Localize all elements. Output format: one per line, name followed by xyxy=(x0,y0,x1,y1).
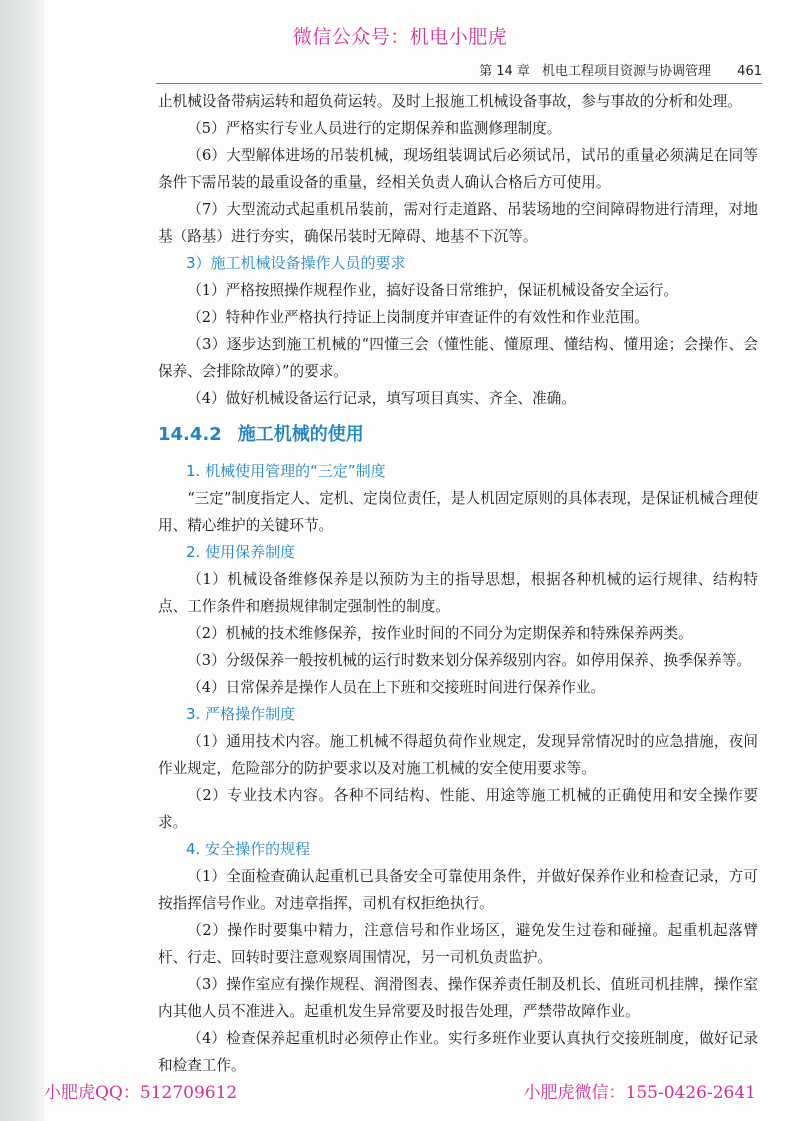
subheading: 3）施工机械设备操作人员的要求 xyxy=(186,254,406,272)
paragraph: “三定”制度指定人、定机、定岗位责任，是人机固定原则的具体表现，是保证机械合理使用、精心维护的关键环节。 xyxy=(158,490,758,534)
running-header xyxy=(156,60,762,80)
paragraph: （2）特种作业严格执行持证上岗制度并审查证件的有效性和作业范围。 xyxy=(187,309,649,326)
chapter-label: 第 14 章 xyxy=(479,64,530,79)
watermark-top: 微信公众号：机电小肥虎 xyxy=(292,26,508,48)
paragraph: （2）操作时要集中精力，注意信号和作业场区，避免发生过卷和碰撞。起重机起落臂杆、行走、回转时要注意观察周围情况，另一司机负责监护。 xyxy=(158,922,758,966)
paragraph: （4）做好机械设备运行记录，填写项目真实、齐全、准确。 xyxy=(187,390,576,407)
section-title: 施工机械的使用 xyxy=(237,424,364,445)
page-number: 461 xyxy=(737,64,762,79)
paragraph: （1）通用技术内容。施工机械不得超负荷作业规定，发现异常情况时的应急措施，夜间作业规定，危险部分的防护要求以及对施工机械的安全使用要求等。 xyxy=(158,733,758,777)
chapter-title: 机电工程项目资源与协调管理 xyxy=(542,64,712,79)
paragraph: （3）操作室应有操作规程、润滑图表、操作保养责任制及机长、值班司机挂牌，操作室内其他人员不准进入。起重机发生异常要及时报告处理，严禁带故障作业。 xyxy=(158,976,758,1020)
subheading: 4. 安全操作的规程 xyxy=(186,840,311,858)
book-spine-shadow xyxy=(0,0,44,1121)
paragraph: （6）大型解体进场的吊装机械，现场组装调试后必须试吊，试吊的重量必须满足在同等条件下需吊装的最重设备的重量，经相关负责人确认合格后方可使用。 xyxy=(158,147,758,191)
paragraph: 止机械设备带病运转和超负荷运转。及时上报施工机械设备事故，参与事故的分析和处理。 xyxy=(158,93,742,110)
header-rule xyxy=(156,83,762,84)
paragraph: （3）逐步达到施工机械的“四懂三会（懂性能、懂原理、懂结构、懂用途；会操作、会保养、会排除故障）”的要求。 xyxy=(158,336,758,380)
paragraph: （1）机械设备维修保养是以预防为主的指导思想，根据各种机械的运行规律、结构特点、工作条件和磨损规律制定强制性的制度。 xyxy=(158,571,758,615)
footer-qq: 小肥虎QQ：512709612 xyxy=(44,1083,238,1103)
section-heading xyxy=(158,421,758,449)
footer-wechat: 小肥虎微信：155-0426-2641 xyxy=(523,1083,756,1103)
paragraph: （5）严格实行专业人员进行的定期保养和监测修理制度。 xyxy=(187,120,562,137)
paragraph: （2）机械的技术维修保养，按作业时间的不同分为定期保养和特殊保养两类。 xyxy=(187,625,693,642)
subheading: 3. 严格操作制度 xyxy=(186,705,296,723)
text-block-2 xyxy=(158,458,758,1079)
paragraph: （4）日常保养是操作人员在上下班和交接班时间进行保养作业。 xyxy=(187,679,606,696)
paragraph: （3）分级保养一般按机械的运行时数来划分保养级别内容。如停用保养、换季保养等。 xyxy=(187,652,752,669)
paragraph: （7）大型流动式起重机吊装前，需对行走道路、吊装场地的空间障碍物进行清理，对地基（路基）进行夯实，确保吊装时无障碍、地基不下沉等。 xyxy=(158,201,758,245)
page-content xyxy=(158,88,758,1079)
subheading: 1. 机械使用管理的“三定”制度 xyxy=(186,462,386,480)
subheading: 2. 使用保养制度 xyxy=(186,543,296,561)
paragraph: （1）全面检查确认起重机已具备安全可靠使用条件，并做好保养作业和检查记录，方可按指挥信号作业。对违章指挥，司机有权拒绝执行。 xyxy=(158,868,758,912)
paragraph: （4）检查保养起重机时必须停止作业。实行多班作业要认真执行交接班制度，做好记录和检查工作。 xyxy=(158,1030,758,1074)
section-number: 14.4.2 xyxy=(158,424,222,445)
paragraph: （2）专业技术内容。各种不同结构、性能、用途等施工机械的正确使用和安全操作要求。 xyxy=(158,787,758,831)
text-block-1 xyxy=(158,88,758,412)
paragraph: （1）严格按照操作规程作业，搞好设备日常维护，保证机械设备安全运行。 xyxy=(187,282,679,299)
